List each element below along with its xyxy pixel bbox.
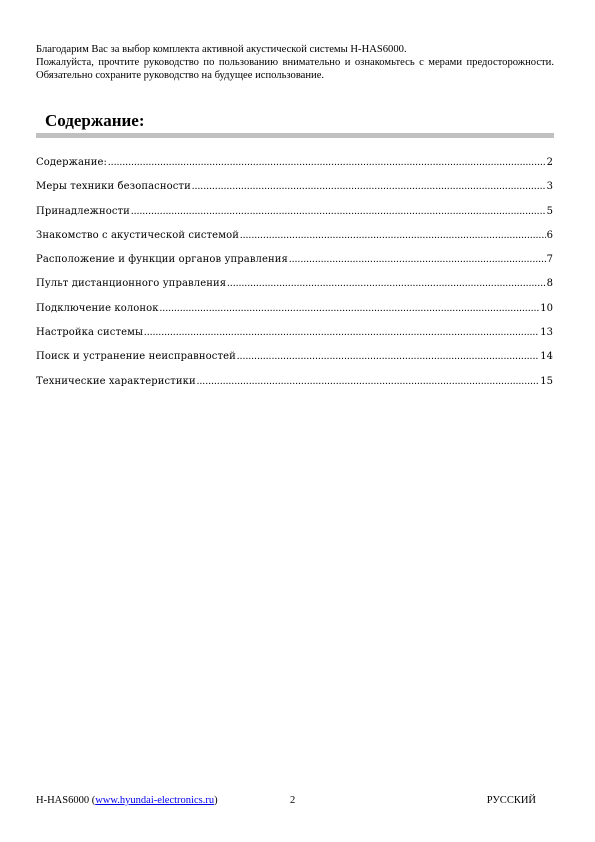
toc-entry[interactable]	[36, 230, 553, 254]
toc-dot-leader	[131, 206, 546, 217]
toc-entry-title: Принадлежности	[36, 205, 130, 217]
intro-line-instructions: Пожалуйста, прочтите руководство по пользованию внимательно и ознакомьтесь с мерами предосторожности. Обязательно сохраните руководство на будущее использование.	[36, 57, 554, 81]
footer-language: РУССКИЙ	[486, 795, 536, 806]
toc-entry-title: Поиск и устранение неисправностей	[36, 351, 236, 363]
toc-entry-title: Подключение колонок	[36, 302, 159, 314]
toc-entry-title: Меры техники безопасности	[36, 181, 191, 193]
toc-entry-page: 14	[540, 351, 553, 363]
footer-close-paren: )	[214, 795, 218, 806]
footer-model: H-HAS6000	[36, 795, 90, 806]
footer-page-number: 2	[290, 795, 296, 806]
toc-entry-title: Содержание:	[36, 157, 108, 168]
intro-text	[36, 43, 554, 82]
toc-entry-page: 10	[540, 302, 553, 314]
contents-heading: Содержание:	[45, 111, 145, 130]
toc-entry-title: Настройка системы	[36, 327, 144, 339]
toc-entry[interactable]	[36, 254, 553, 278]
toc-entry[interactable]	[36, 303, 553, 327]
toc-dot-leader	[197, 376, 540, 387]
toc-entry-page: 2	[546, 157, 553, 168]
toc-entry[interactable]	[36, 181, 553, 205]
toc-dot-leader	[237, 351, 539, 362]
intro-line-thanks: Благодарим Вас за выбор комплекта активной акустической системы H-HAS6000.	[36, 44, 407, 55]
toc-dot-leader	[289, 254, 546, 265]
toc-entry[interactable]	[36, 278, 553, 302]
toc-entry-title: Расположение и функции органов управления	[36, 254, 288, 266]
toc-entry-page: 5	[546, 205, 553, 217]
toc-entry[interactable]	[36, 157, 553, 181]
toc-entry-page: 6	[546, 229, 553, 241]
toc-dot-leader	[160, 303, 540, 314]
toc-dot-leader	[144, 327, 539, 338]
toc-entry[interactable]	[36, 206, 553, 230]
toc-dot-leader	[192, 181, 546, 192]
heading-underline-bar	[36, 133, 554, 138]
toc-entry-title: Пульт дистанционного управления	[36, 278, 227, 290]
footer-model-block	[36, 795, 218, 806]
page-footer	[36, 795, 536, 809]
toc-dot-leader	[108, 157, 546, 168]
toc-entry-page: 13	[540, 327, 553, 339]
toc-entry[interactable]	[36, 376, 553, 400]
toc-entry-title: Знакомство с акустической системой	[36, 229, 239, 241]
toc-entry[interactable]	[36, 327, 553, 351]
toc-dot-leader	[240, 230, 546, 241]
toc-entry-page: 8	[546, 278, 553, 290]
toc-entry-page: 3	[546, 181, 553, 193]
contents-heading-block	[36, 111, 554, 138]
toc-dot-leader	[227, 278, 545, 289]
toc-entry-page: 15	[540, 375, 553, 387]
footer-open-paren: (	[89, 795, 96, 806]
table-of-contents	[36, 157, 553, 400]
toc-entry-page: 7	[546, 254, 553, 266]
footer-website-link[interactable]: www.hyundai-electronics.ru	[95, 795, 215, 806]
toc-entry-title: Технические характеристики	[36, 375, 196, 387]
toc-entry[interactable]	[36, 351, 553, 375]
